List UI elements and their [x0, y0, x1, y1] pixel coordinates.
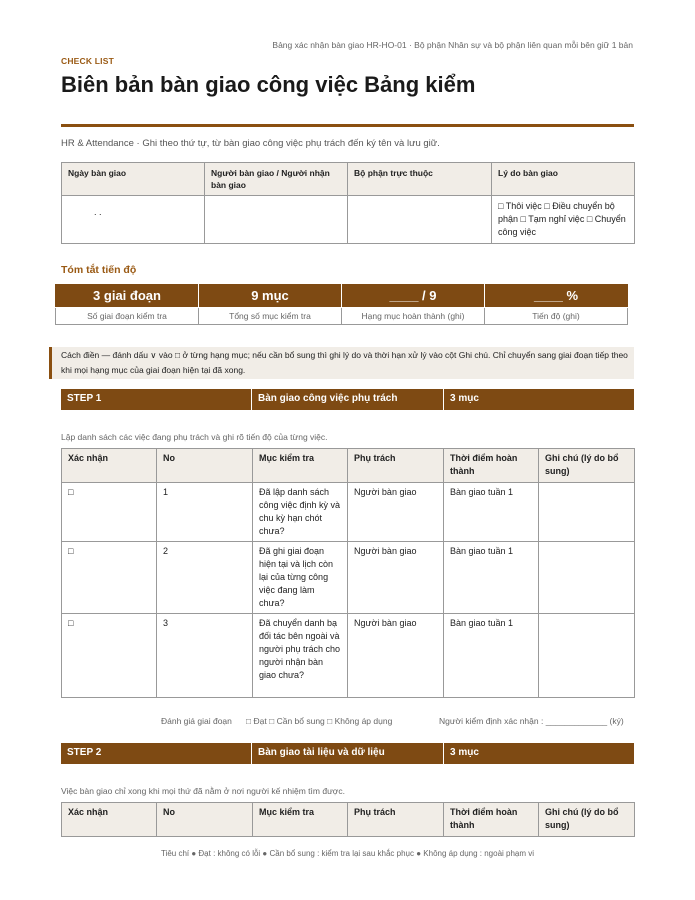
step2-divider	[251, 743, 252, 764]
page-title: Biên bản bàn giao công việc Bảng kiểm	[61, 72, 476, 97]
confirm-checkbox[interactable]: □	[62, 614, 157, 698]
step2-checklist-table	[61, 802, 635, 837]
table-row	[62, 542, 635, 614]
row-check-item: Đã chuyển danh bạ đối tác bên ngoài và người phụ trách cho người nhận bàn giao chưa?	[253, 614, 348, 698]
step2-count: 3 mục	[450, 747, 479, 758]
summary-percent-caption: Tiến độ (ghi)	[485, 307, 628, 324]
col-notes: Ghi chú (lý do bổ sung)	[539, 449, 635, 483]
col-completion-time: Thời điểm hoàn thành	[444, 803, 539, 837]
step1-header-bar	[61, 389, 634, 410]
summary-stages-caption: Số giai đoạn kiểm tra	[56, 307, 199, 324]
col-no: No	[157, 449, 253, 483]
department-field[interactable]	[348, 196, 492, 244]
row-notes-field[interactable]	[539, 483, 635, 542]
step1-divider-2	[443, 389, 444, 410]
stage-evaluation-options[interactable]: □ Đạt □ Cần bổ sung □ Không áp dụng	[246, 716, 393, 726]
confirm-checkbox[interactable]: □	[62, 483, 157, 542]
handover-people-field[interactable]	[205, 196, 348, 244]
step2-divider-2	[443, 743, 444, 764]
table-row	[62, 614, 635, 698]
instructions-note: Cách điền — đánh dấu ∨ vào □ ở từng hạng mục; nếu cần bổ sung thì ghi lý do và thời hạn xử lý vào cột Ghi chú. Chỉ chuyển sang giai đoạn tiếp theo khi mọi hạng mục của giai đoạn hiện tại đã xong.	[49, 347, 634, 379]
step1-description: Lập danh sách các việc đang phụ trách và ghi rõ tiến độ của từng việc.	[61, 432, 328, 442]
col-owner: Phụ trách	[348, 449, 444, 483]
step2-label: STEP 2	[67, 747, 102, 758]
handover-reason-options[interactable]: □ Thôi việc □ Điều chuyển bộ phận □ Tạm nghỉ việc □ Chuyển công việc	[492, 196, 635, 244]
row-notes-field[interactable]	[539, 614, 635, 698]
row-owner: Người bàn giao	[348, 542, 444, 614]
page-subtitle: HR & Attendance · Ghi theo thứ tự, từ bàn giao công việc phụ trách đến ký tên và lưu giữ.	[61, 138, 440, 149]
step1-checklist-table	[61, 448, 635, 698]
col-notes: Ghi chú (lý do bổ sung)	[539, 803, 635, 837]
inspector-signature-line[interactable]: Người kiểm định xác nhận : _____________ (ký)	[439, 716, 624, 726]
row-completion-time: Bàn giao tuần 1	[444, 614, 539, 698]
header-handover-date: Ngày bàn giao	[62, 163, 205, 196]
handover-info-table	[61, 162, 635, 244]
step2-description: Việc bàn giao chỉ xong khi mọi thứ đã nằm ở nơi người kế nhiệm tìm được.	[61, 786, 345, 796]
confirm-checkbox[interactable]: □	[62, 542, 157, 614]
handover-date-field[interactable]	[62, 196, 205, 244]
step1-label: STEP 1	[67, 393, 102, 404]
row-owner: Người bàn giao	[348, 614, 444, 698]
criteria-footer: Tiêu chí ● Đạt : không có lỗi ● Cần bổ sung : kiểm tra lại sau khắc phục ● Không áp dụng : ngoài phạm vi	[160, 849, 535, 858]
summary-percent-value[interactable]: ____ %	[485, 284, 628, 307]
summary-completed-value[interactable]: ____ / 9	[342, 284, 485, 307]
eyebrow-label: CHECK LIST	[61, 56, 114, 66]
title-divider	[61, 124, 634, 127]
summary-items-value: 9 mục	[199, 284, 342, 307]
progress-summary-table	[55, 284, 628, 325]
summary-completed-caption: Hạng mục hoàn thành (ghi)	[342, 307, 485, 324]
date-placeholder: . .	[94, 207, 102, 217]
row-completion-time: Bàn giao tuần 1	[444, 542, 539, 614]
stage-evaluation-label: Đánh giá giai đoạn	[161, 716, 232, 726]
row-completion-time: Bàn giao tuần 1	[444, 483, 539, 542]
row-number: 2	[157, 542, 253, 614]
progress-summary-heading: Tóm tắt tiến độ	[61, 264, 137, 276]
row-check-item: Đã ghi giai đoạn hiện tại và lịch còn lại của từng công việc đang làm chưa?	[253, 542, 348, 614]
col-confirm: Xác nhận	[62, 803, 157, 837]
document-reference: Bảng xác nhận bàn giao HR-HO-01 · Bộ phận Nhân sự và bộ phận liên quan mỗi bên giữ 1 bản	[272, 40, 633, 50]
table-row	[62, 483, 635, 542]
row-check-item: Đã lập danh sách công việc định kỳ và chu kỳ hạn chót chưa?	[253, 483, 348, 542]
summary-items-caption: Tổng số mục kiểm tra	[199, 307, 342, 324]
col-check-item: Mục kiểm tra	[253, 449, 348, 483]
header-handover-people: Người bàn giao / Người nhận bàn giao	[205, 163, 348, 196]
col-owner: Phụ trách	[348, 803, 444, 837]
row-owner: Người bàn giao	[348, 483, 444, 542]
step2-title: Bàn giao tài liệu và dữ liệu	[258, 747, 385, 758]
col-confirm: Xác nhận	[62, 449, 157, 483]
row-notes-field[interactable]	[539, 542, 635, 614]
col-completion-time: Thời điểm hoàn thành	[444, 449, 539, 483]
row-number: 3	[157, 614, 253, 698]
step1-divider	[251, 389, 252, 410]
row-number: 1	[157, 483, 253, 542]
col-check-item: Mục kiểm tra	[253, 803, 348, 837]
step1-count: 3 mục	[450, 393, 479, 404]
header-department: Bộ phận trực thuộc	[348, 163, 492, 196]
header-handover-reason: Lý do bàn giao	[492, 163, 635, 196]
col-no: No	[157, 803, 253, 837]
summary-stages-value: 3 giai đoạn	[56, 284, 199, 307]
step1-title: Bàn giao công việc phụ trách	[258, 393, 398, 404]
step2-header-bar	[61, 743, 634, 764]
